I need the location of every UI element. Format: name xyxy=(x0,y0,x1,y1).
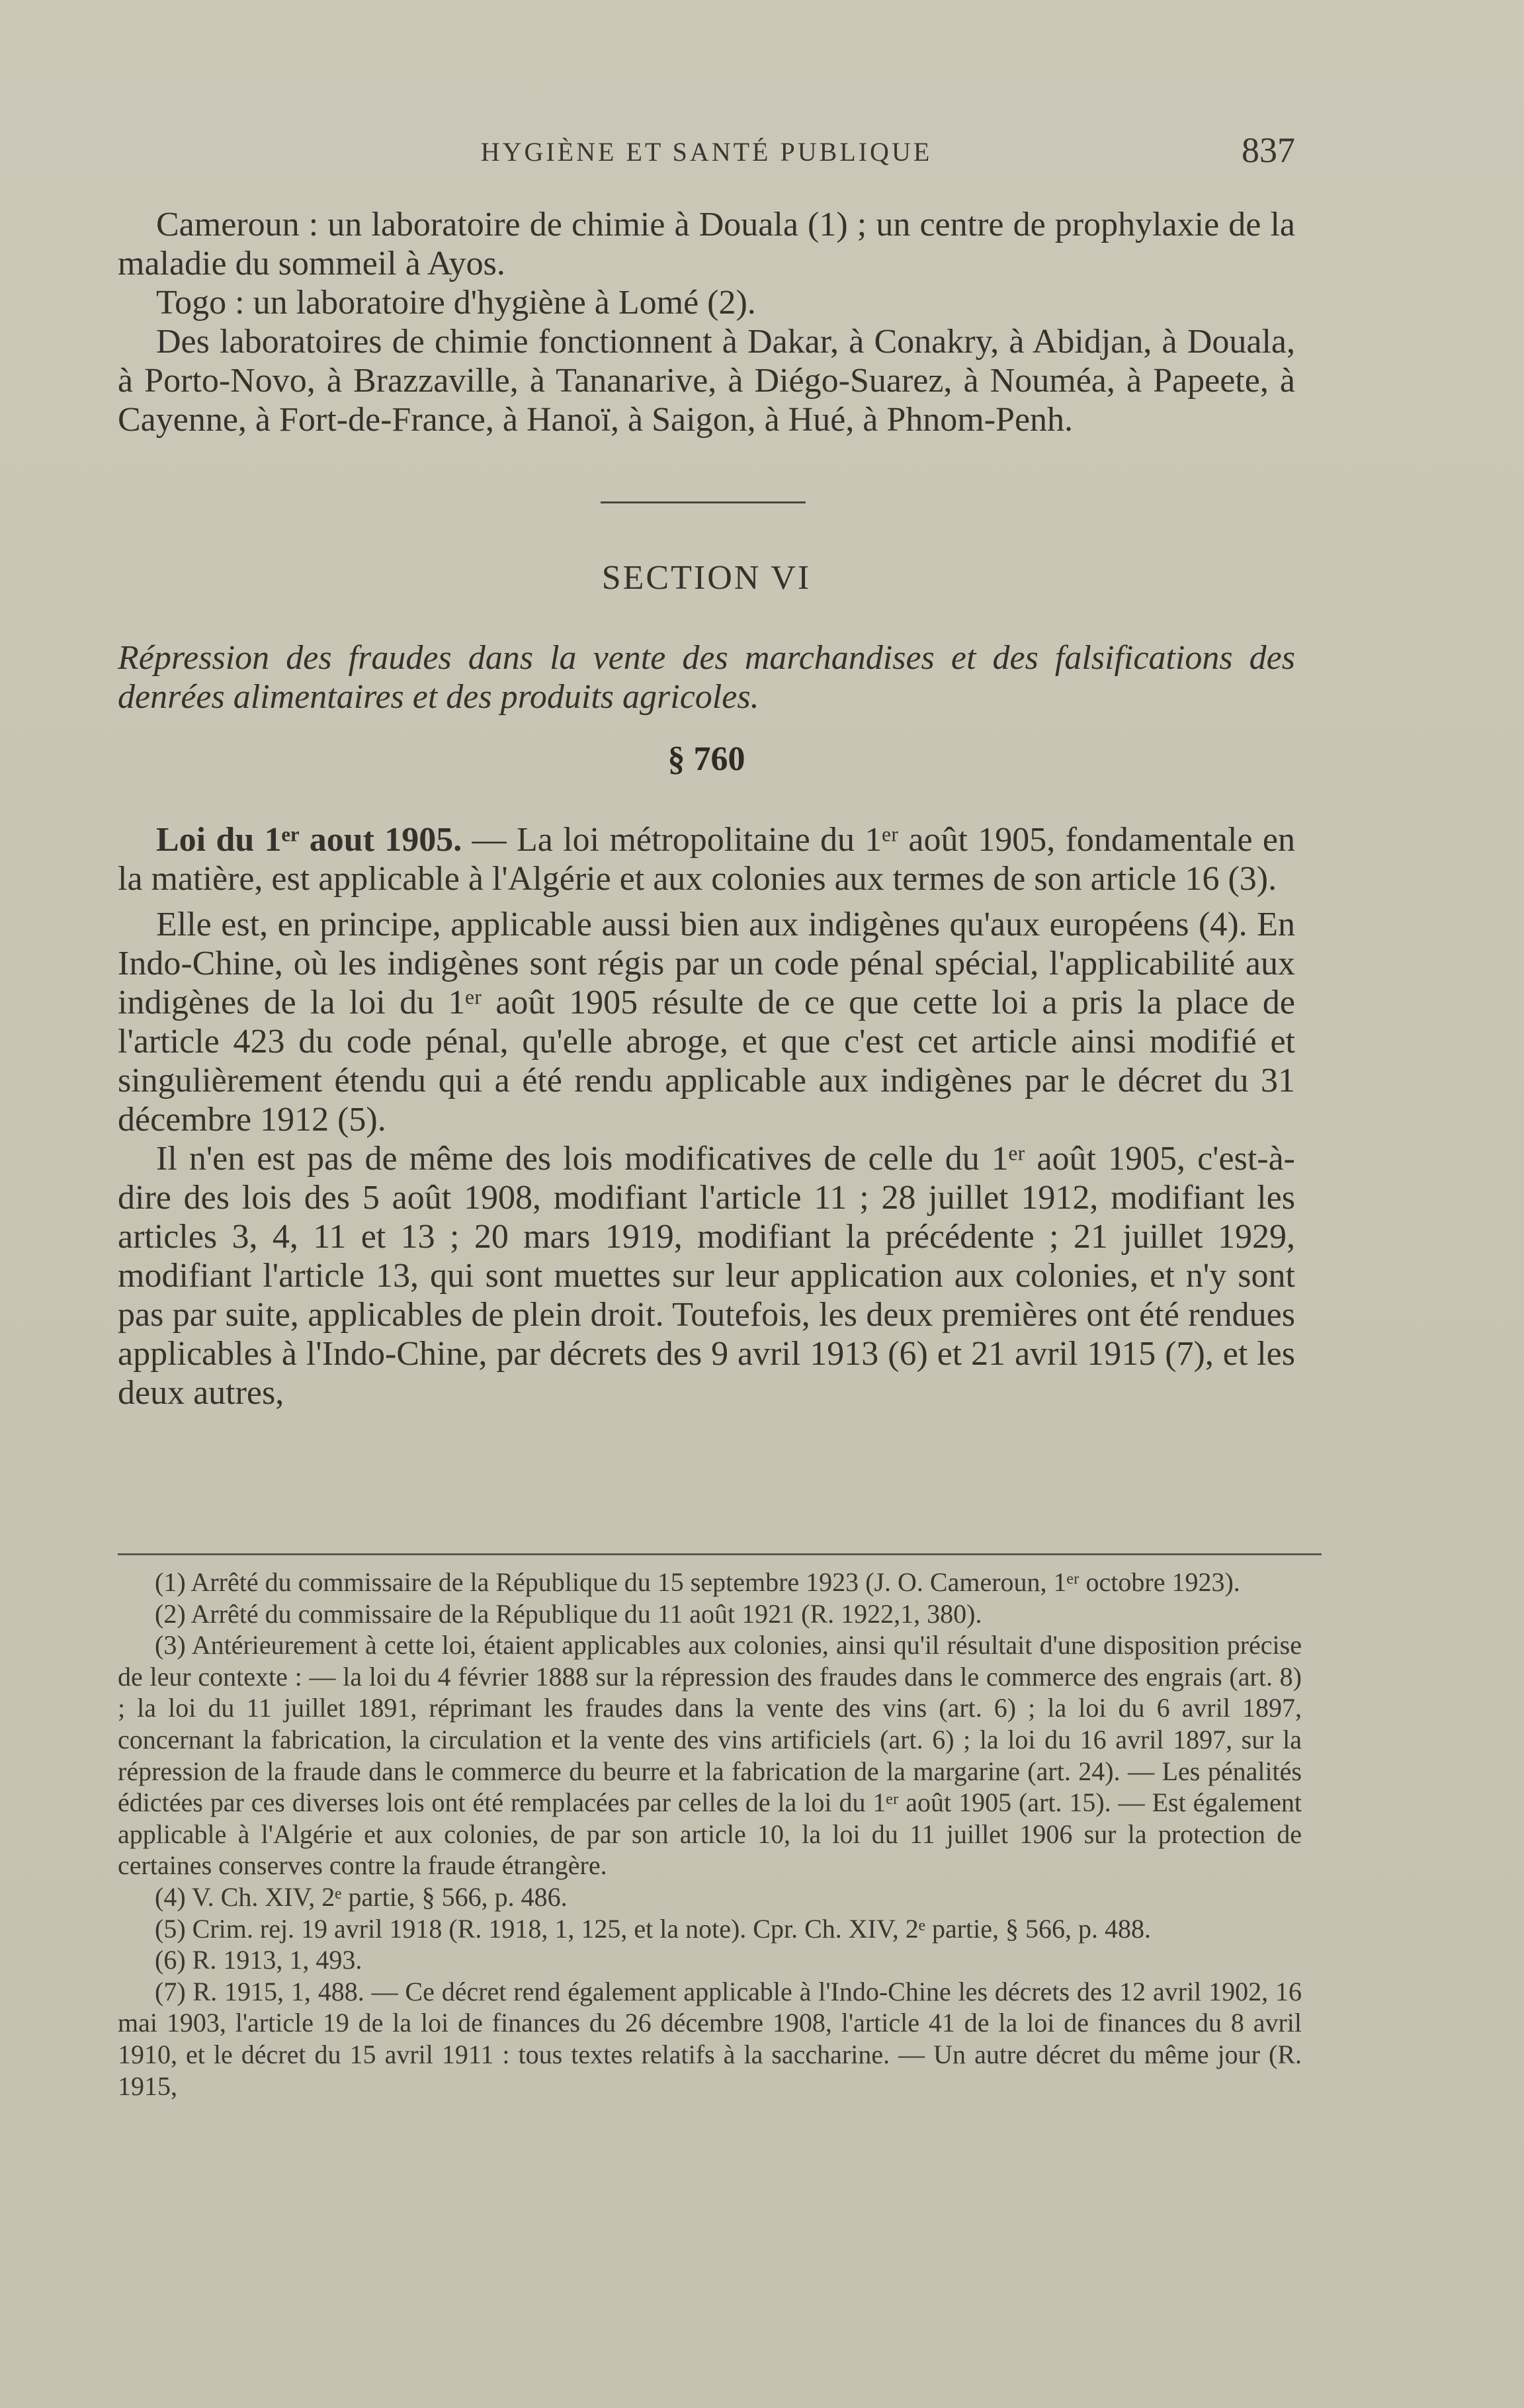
main-paragraph-text: — La loi métropolitaine du 1ᵉʳ août 1905, fondamentale en la matière, est applicable à l'Algérie et aux colonies aux termes de son article 16 (3). xyxy=(118,821,1295,898)
intro-paragraph: Cameroun : un laboratoire de chimie à Douala (1) ; un centre de prophylaxie de la maladie du sommeil à Ayos. xyxy=(118,206,1295,282)
main-text-block xyxy=(118,820,1295,1412)
footnote: (4) V. Ch. XIV, 2ᵉ partie, § 566, p. 486. xyxy=(155,1881,568,1912)
section-title: SECTION VI xyxy=(601,559,812,597)
section-separator xyxy=(601,501,806,503)
intro-paragraph: Togo : un laboratoire d'hygiène à Lomé (2). xyxy=(156,284,756,322)
section-subtitle xyxy=(118,638,1295,716)
main-paragraph: Elle est, en principe, applicable aussi bien aux indigènes qu'aux européens (4). En Indo-Chine, où les indigènes sont régis par un code pénal spécial, l'applicabilité aux indigènes de la loi du 1ᵉʳ août 1905 résulte de ce que cette loi a pris la place de l'article 423 du code pénal, qu'elle abroge, et que c'est cet article ainsi modifié et singulièrement étendu qui a été rendu applicable aux indigènes par le décret du 31 décembre 1912 (5). xyxy=(118,906,1295,1139)
footnote: (7) R. 1915, 1, 488. — Ce décret rend également applicable à l'Indo-Chine les décrets des 12 avril 1902, 16 mai 1903, l'article 19 de la loi de finances du 26 décembre 1908, l'article 41 de la loi de finances du 8 avril 1910, et le décret du 15 avril 1911 : tous textes relatifs à la saccharine. — Un autre décret du même jour (R. 1915, xyxy=(118,1976,1302,2101)
footnote: (3) Antérieurement à cette loi, étaient applicables aux colonies, ainsi qu'il résultait d'une disposition précise de leur contexte : — la loi du 4 février 1888 sur la répression des fraudes dans le commerce des engrais (art. 8) ; la loi du 11 juillet 1891, réprimant les fraudes dans la vente des vins (art. 6) ; la loi du 6 avril 1897, concernant la fabrication, la circulation et la vente des vins artificiels (art. 6) ; la loi du 16 avril 1897, sur la répression de la fraude dans le commerce du beurre et la fabrication de la margarine (art. 24). — Les pénalités édictées par ces diverses lois ont été remplacées par celles de la loi du 1ᵉʳ août 1905 (art. 15). — Est également applicable à l'Algérie et aux colonies, de par son article 10, la loi du 11 juillet 1906 sur la protection de certaines conserves contre la fraude étrangère. xyxy=(118,1630,1302,1881)
intro-paragraph: Des laboratoires de chimie fonctionnent à Dakar, à Conakry, à Abidjan, à Douala, à Porto-Novo, à Brazzaville, à Tananarive, à Diégo-Suarez, à Nouméa, à Papeete, à Cayenne, à Fort-de-France, à Hanoï, à Saigon, à Hué, à Phnom-Penh. xyxy=(118,323,1295,439)
footnotes xyxy=(118,1567,1302,2102)
law-heading: Loi du 1ᵉʳ aout 1905. xyxy=(156,821,462,859)
main-paragraph xyxy=(118,820,1295,898)
footnote: (1) Arrêté du commissaire de la République du 15 septembre 1923 (J. O. Cameroun, 1ᵉʳ octobre 1923). xyxy=(155,1567,1240,1597)
page-number: 837 xyxy=(1242,130,1295,170)
footnote: (6) R. 1913, 1, 493. xyxy=(155,1945,362,1975)
page-header xyxy=(118,130,1295,176)
running-title: HYGIÈNE ET SANTÉ PUBLIQUE xyxy=(480,137,933,167)
main-paragraph: Il n'en est pas de même des lois modificatives de celle du 1ᵉʳ août 1905, c'est-à-dire des lois des 5 août 1908, modifiant l'article 11 ; 28 juillet 1912, modifiant les articles 3, 4, 11 et 13 ; 20 mars 1919, modifiant la précédente ; 21 juillet 1929, modifiant l'article 13, qui sont muettes sur leur application aux colonies, et n'y sont pas par suite, applicables de plein droit. Toutefois, les deux premières ont été rendues applicables à l'Indo-Chine, par décrets des 9 avril 1913 (6) et 21 avril 1915 (7), et les deux autres, xyxy=(118,1140,1295,1412)
intro-block xyxy=(118,205,1295,439)
footnote: (5) Crim. rej. 19 avril 1918 (R. 1918, 1, 125, et la note). Cpr. Ch. XIV, 2ᵉ partie, § 566, p. 488. xyxy=(155,1913,1151,1944)
paragraph-number: § 760 xyxy=(667,740,745,778)
section-subtitle-text: Répression des fraudes dans la vente des marchandises et des falsifications des denrées alimentaires et des produits agricoles. xyxy=(118,639,1295,716)
footnote: (2) Arrêté du commissaire de la République du 11 août 1921 (R. 1922,1, 380). xyxy=(155,1598,982,1629)
footnote-rule xyxy=(118,1553,1322,1555)
